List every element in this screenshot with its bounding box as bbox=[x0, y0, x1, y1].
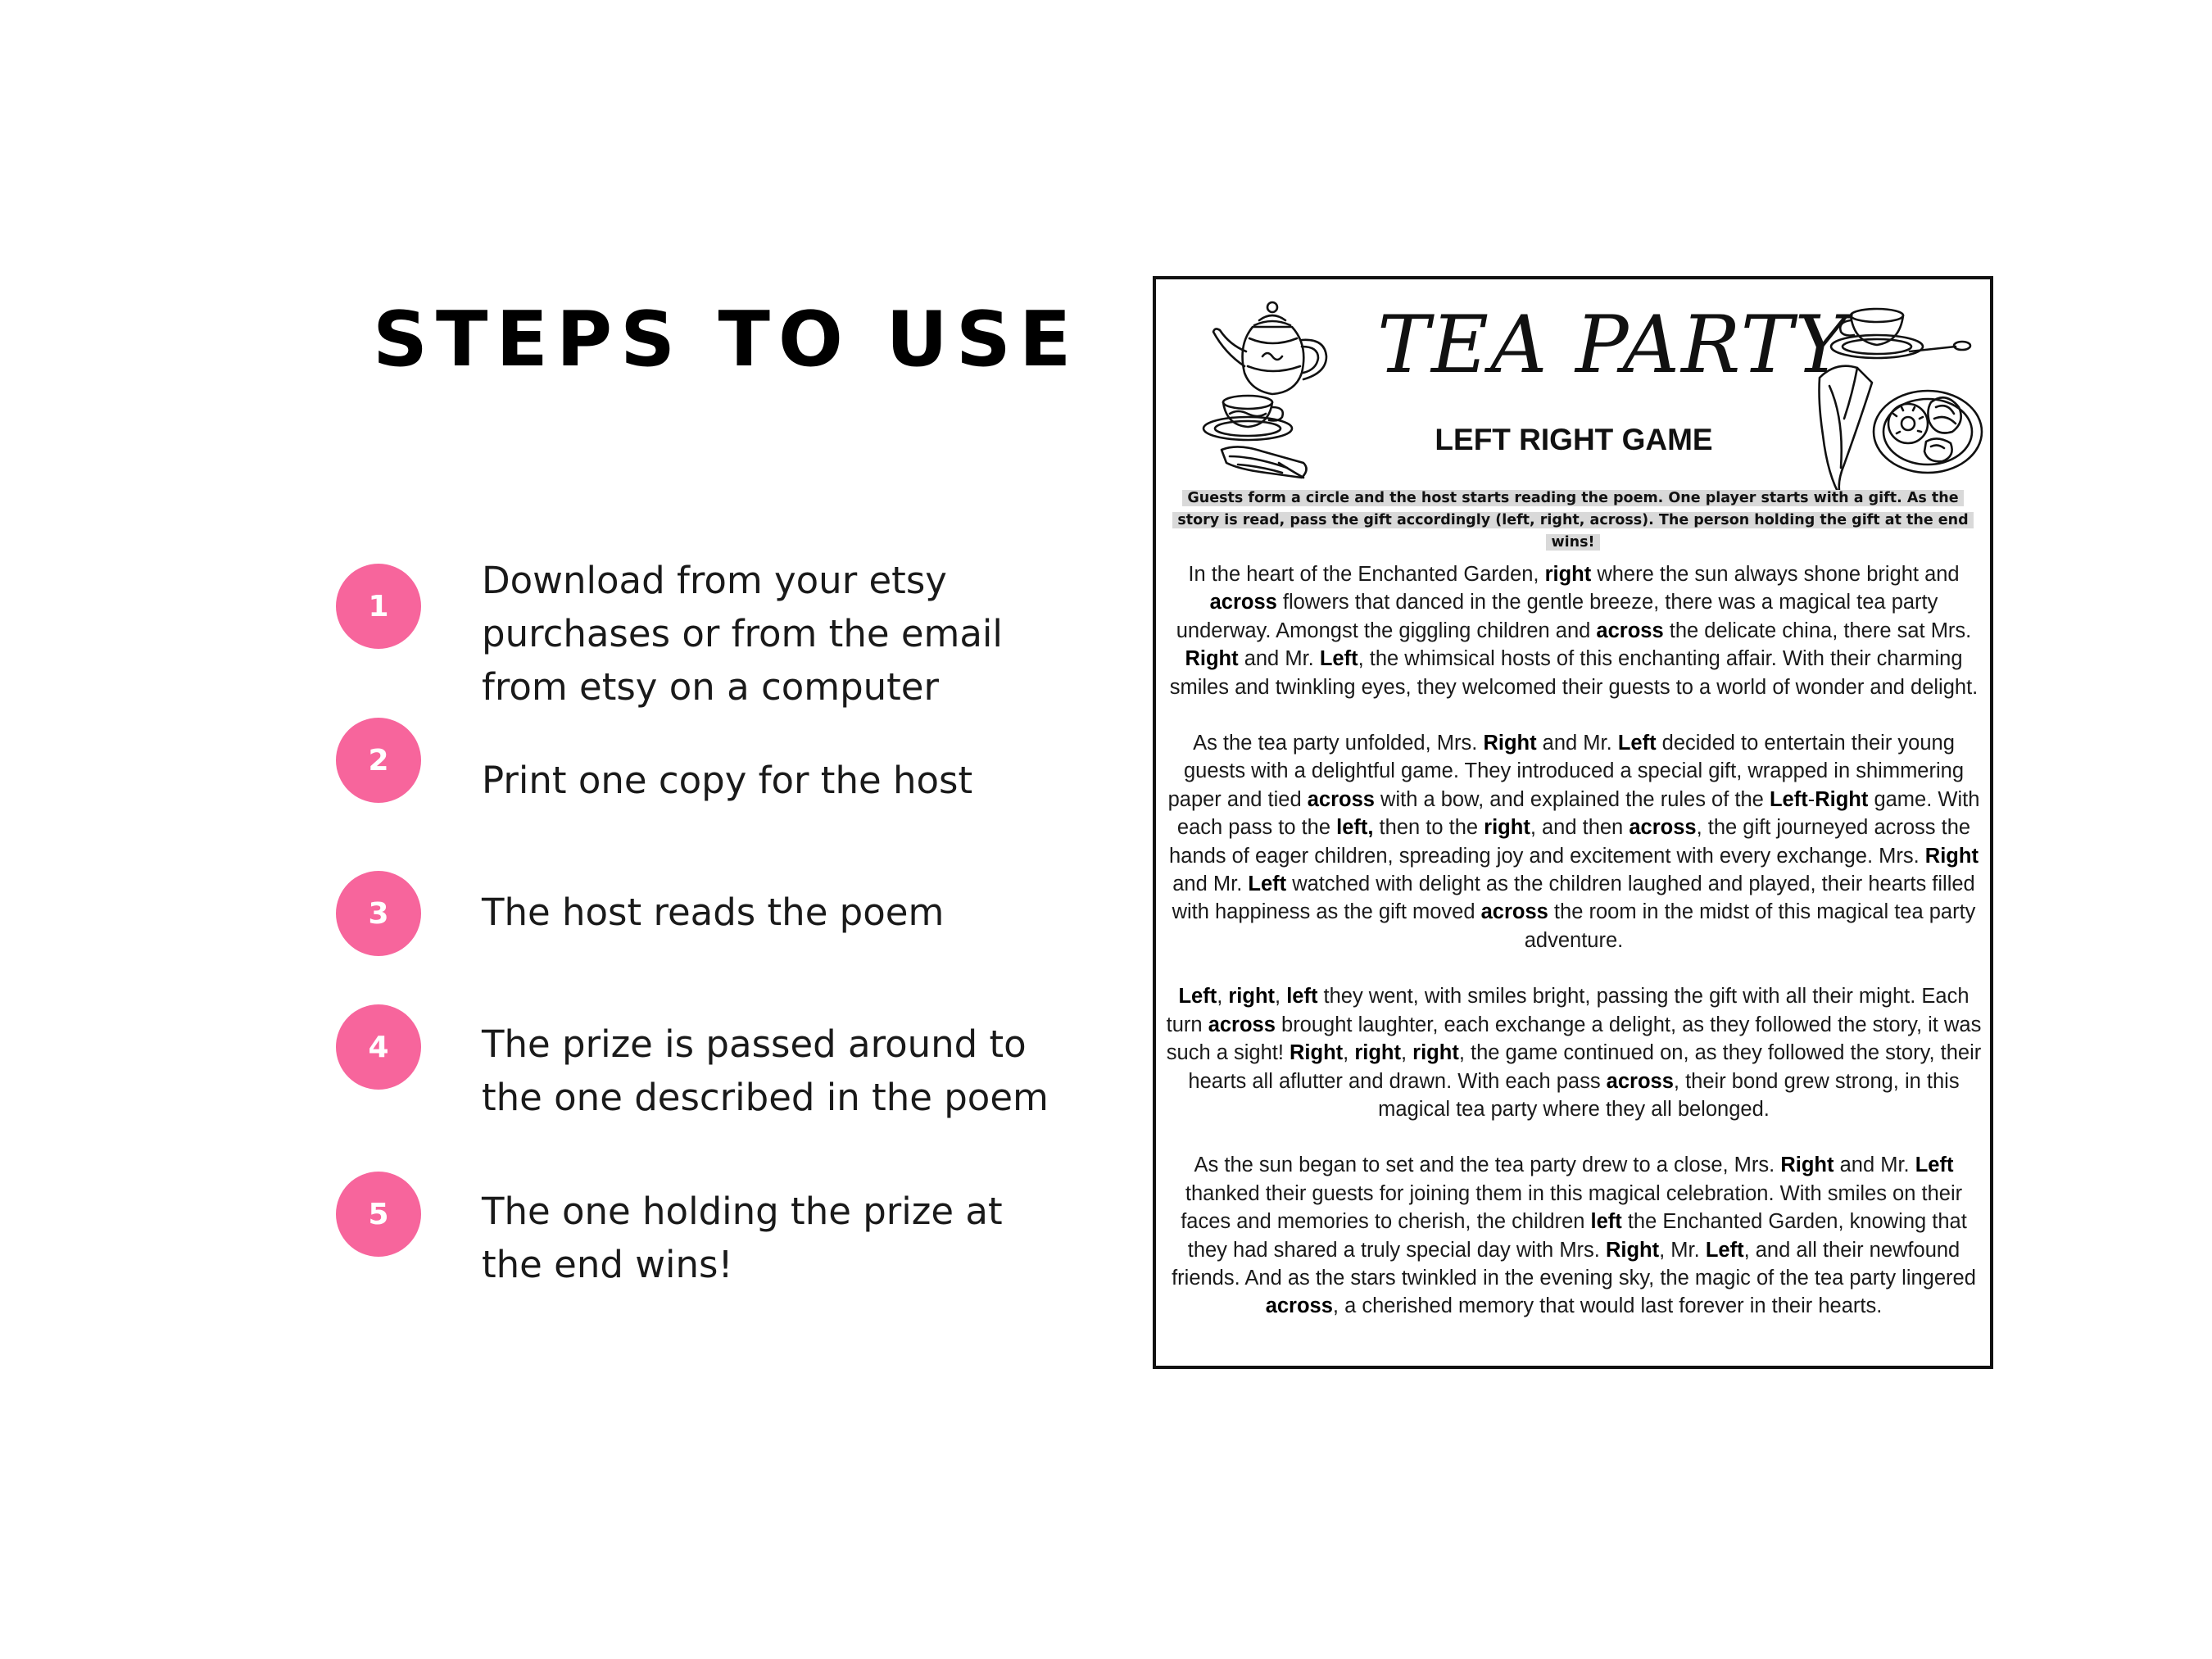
poem-run: , their bond grew strong, in this magical tea party where they all belonged. bbox=[1378, 1069, 1960, 1121]
poem-keyword: across bbox=[1208, 1013, 1276, 1036]
poem-run: , bbox=[1275, 985, 1287, 1009]
poem-paragraph-2 bbox=[1164, 729, 1983, 954]
poem-keyword: right bbox=[1544, 563, 1592, 586]
poem-run: and Mr. bbox=[1536, 732, 1618, 755]
poem-run: watched with delight as the children laughed and played, their hearts filled with happiness as the gift moved bbox=[1172, 873, 1975, 924]
poem-run: flowers that danced in the gentle breeze, there was a magical tea party underway. Amongst the giggling children and bbox=[1176, 591, 1938, 642]
instructions-text: Guests form a circle and the host starts reading the poem. One player starts with a gift. As the story is read, pass the gift accordingly (left, right, across). The person holding the gift at the end wins! bbox=[1172, 490, 1973, 551]
step-4-number-badge: 4 bbox=[336, 1004, 421, 1090]
poem-keyword: across bbox=[1265, 1294, 1333, 1318]
poem-run: , a cherished memory that would last forever in their hearts. bbox=[1332, 1294, 1883, 1318]
poem-run: , bbox=[1401, 1041, 1413, 1065]
poem-keyword: right bbox=[1412, 1041, 1459, 1065]
step-3-number-badge: 3 bbox=[336, 871, 421, 956]
poem-keyword: Left bbox=[1617, 732, 1657, 755]
step-2-text: Print one copy for the host bbox=[482, 759, 973, 802]
poem-keyword: Left bbox=[1319, 647, 1358, 671]
poem-paragraph-3 bbox=[1164, 982, 1983, 1123]
poem-run: As the tea party unfolded, Mrs. bbox=[1193, 732, 1484, 755]
teacup-plate-donut-icon bbox=[1811, 304, 1983, 501]
page-heading: STEPS TO USE bbox=[373, 295, 1080, 383]
poem-keyword: Right bbox=[1780, 1154, 1834, 1177]
poem-run: the room in the midst of this magical tea party adventure. bbox=[1524, 900, 1976, 952]
poem-run: and Mr. bbox=[1238, 647, 1320, 671]
poem-keyword: Right bbox=[1815, 787, 1869, 811]
step-5-number-badge: 5 bbox=[336, 1172, 421, 1257]
step-4-text: The prize is passed around to the one described in the poem bbox=[482, 1022, 1049, 1119]
poem-keyword: across bbox=[1209, 591, 1277, 614]
poem-run: , the whimsical hosts of this enchanting affair. With their charming smiles and twinkling eyes, they welcomed their guests to a world of wonder and delight. bbox=[1169, 647, 1979, 699]
poem-run: the Enchanted Garden, knowing that they had shared a truly special day with Mrs. bbox=[1187, 1210, 1967, 1262]
poem-keyword: Left bbox=[1915, 1154, 1954, 1177]
poem-keyword: right bbox=[1484, 816, 1530, 840]
game-printable-preview bbox=[1153, 276, 1993, 1369]
poem-keyword: across bbox=[1307, 787, 1375, 811]
poem-run: , the gift journeyed across the hands of eager children, spreading joy and excitement with every exchange. Mrs. bbox=[1169, 816, 1971, 868]
poem-keyword: Left bbox=[1178, 985, 1217, 1009]
game-instructions bbox=[1167, 487, 1979, 554]
poem-run: with a bow, and explained the rules of the bbox=[1374, 787, 1770, 811]
poem-run: and Mr. bbox=[1172, 873, 1249, 896]
poem-run: brought laughter, each exchange a delight, as they followed the story, it was such a sight! bbox=[1166, 1013, 1982, 1065]
poem-keyword: across bbox=[1629, 816, 1697, 840]
poem-keyword: across bbox=[1606, 1069, 1674, 1093]
poem-keyword: Right bbox=[1924, 844, 1979, 868]
poem-run: where the sun always shone bright and bbox=[1591, 563, 1960, 586]
poem-paragraph-4 bbox=[1164, 1151, 1983, 1320]
step-5-text: The one holding the prize at the end wins! bbox=[482, 1190, 1003, 1286]
poem-keyword: Left bbox=[1769, 787, 1808, 811]
poem-run: they went, with smiles bright, passing the gift with all their might. Each turn bbox=[1166, 985, 1969, 1036]
step-1-text: Download from your etsy purchases or from the email from etsy on a computer bbox=[482, 559, 1003, 709]
poem-keyword: Right bbox=[1483, 732, 1537, 755]
poem-run: As the sun began to set and the tea party drew to a close, Mrs. bbox=[1194, 1154, 1781, 1177]
poem-run: In the heart of the Enchanted Garden, bbox=[1188, 563, 1545, 586]
poem-run: , and all their newfound friends. And as the stars twinkled in the evening sky, the magic of the tea party lingered bbox=[1172, 1238, 1976, 1290]
poem-keyword: right bbox=[1354, 1041, 1401, 1065]
poem-run: , and then bbox=[1530, 816, 1630, 840]
poem-run: the delicate china, there sat Mrs. bbox=[1663, 619, 1972, 642]
poem-run: then to the bbox=[1373, 816, 1484, 840]
poem-run: decided to entertain their young guests with a delightful game. They introduced a special gift, wrapped in shimmering paper and tied bbox=[1167, 732, 1965, 811]
teapot-teacup-napkin-icon bbox=[1181, 288, 1353, 484]
step-2-number-badge: 2 bbox=[336, 718, 421, 803]
poem-keyword: left bbox=[1590, 1210, 1622, 1234]
poem-keyword: left, bbox=[1336, 816, 1374, 840]
poem-keyword: across bbox=[1596, 619, 1664, 642]
step-1-number-badge: 1 bbox=[336, 564, 421, 649]
poem-run: game. With each pass to the bbox=[1176, 787, 1980, 840]
poem-keyword: Left bbox=[1248, 873, 1287, 896]
poem-keyword: Right bbox=[1290, 1041, 1344, 1065]
poem-run: , Mr. bbox=[1659, 1238, 1706, 1262]
poem-keyword: Right bbox=[1605, 1238, 1660, 1262]
poem-run: , bbox=[1217, 985, 1229, 1009]
card-subtitle: LEFT RIGHT GAME bbox=[1435, 423, 1713, 456]
poem-keyword: across bbox=[1480, 900, 1548, 924]
poem-keyword: right bbox=[1228, 985, 1276, 1009]
poem-run: and Mr. bbox=[1834, 1154, 1915, 1177]
card-title: TEA PARTY bbox=[1377, 299, 1849, 391]
poem-run: , bbox=[1343, 1041, 1355, 1065]
poem-keyword: left bbox=[1286, 985, 1318, 1009]
poem-run: , the game continued on, as they followed the story, their hearts all aflutter and drawn. With each pass bbox=[1188, 1041, 1982, 1093]
poem-text bbox=[1164, 560, 1983, 1349]
poem-paragraph-1 bbox=[1164, 560, 1983, 701]
poem-keyword: Left bbox=[1705, 1238, 1744, 1262]
step-3-text: The host reads the poem bbox=[482, 891, 945, 934]
poem-run: - bbox=[1807, 787, 1815, 811]
poem-run: thanked their guests for joining them in this magical celebration. With smiles on their faces and memories to cherish, the children bbox=[1181, 1181, 1963, 1234]
poem-keyword: Right bbox=[1185, 647, 1239, 671]
